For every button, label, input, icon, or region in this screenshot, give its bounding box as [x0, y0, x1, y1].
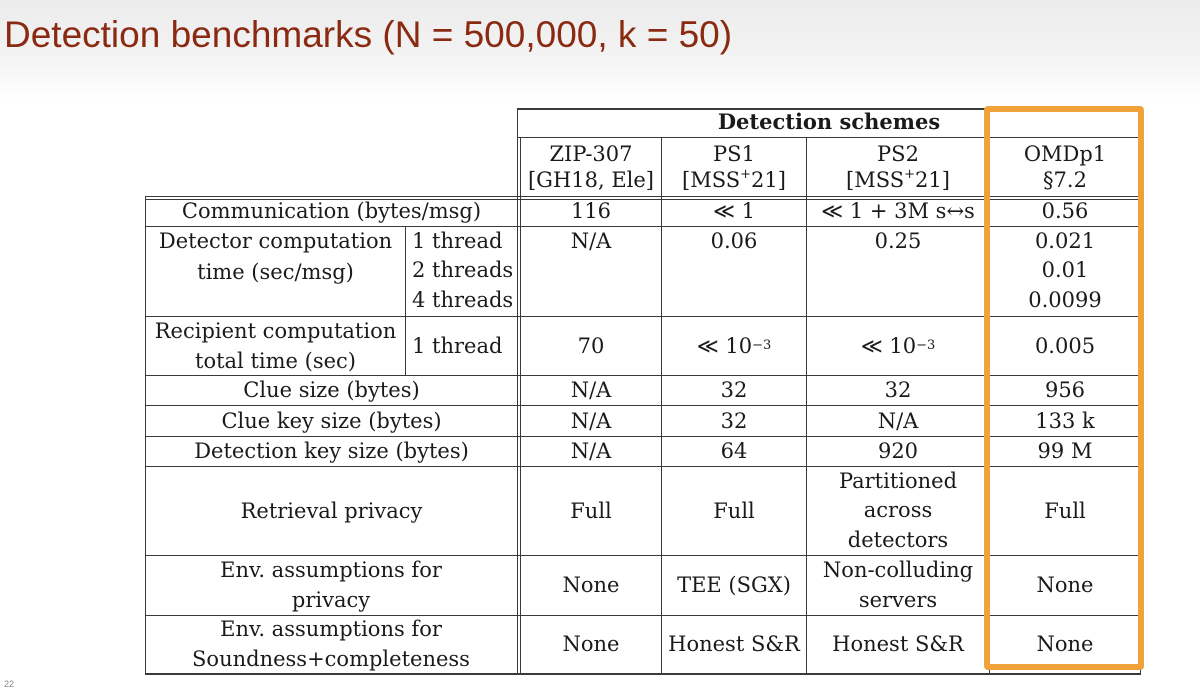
thread-2: 2 threads — [412, 258, 514, 283]
cell-detector-ps1: 0.06 — [710, 229, 758, 254]
cell-detector-omd-2: 0.01 — [1041, 258, 1089, 283]
cell-communication-omd: 0.56 — [1041, 199, 1089, 224]
cell-retrieval-ps1: Full — [713, 498, 755, 523]
cell-detector-omd-4: 0.0099 — [1028, 287, 1102, 312]
cell-clue-key-zip: N/A — [570, 408, 612, 433]
cell-env-privacy-ps2: Non-colluding servers — [822, 558, 974, 612]
cell-clue-key-ps1: 32 — [720, 408, 748, 433]
cell-detection-key-omd: 99 M — [1037, 439, 1093, 464]
col-header-zip307 — [521, 138, 661, 196]
cell-detection-key-ps2: 920 — [877, 439, 919, 464]
rule-col1-a — [517, 108, 518, 674]
row-label-env-soundness: Env. assumptions for Soundness+completeness — [192, 617, 470, 671]
cell-recipient-omd: 0.005 — [1034, 333, 1096, 358]
row-label-env-privacy: Env. assumptions for privacy — [220, 558, 442, 612]
cell-communication-zip: 116 — [570, 199, 612, 224]
cell-detector-omd-1: 0.021 — [1034, 229, 1096, 254]
cell-detector-zip: N/A — [570, 229, 612, 254]
cell-recipient-zip: 70 — [577, 333, 605, 358]
cell-recipient-ps2: ≪ 10 −3 — [860, 333, 936, 358]
cell-communication-ps1: ≪ 1 — [712, 199, 756, 224]
col-name-zip307: ZIP-307 — [549, 141, 633, 166]
row-label-detector: Detector computation time (sec/msg) — [158, 229, 393, 284]
cell-clue-size-ps2: 32 — [884, 378, 912, 403]
col-name-ps2: PS2 — [877, 141, 919, 166]
row-label-communication: Communication (bytes/msg) — [181, 199, 482, 224]
cell-detection-key-zip: N/A — [570, 439, 612, 464]
cell-env-soundness-zip: None — [562, 632, 620, 657]
row-label-retrieval: Retrieval privacy — [240, 498, 423, 523]
cell-clue-key-omd: 133 k — [1035, 408, 1095, 433]
cell-env-privacy-zip: None — [562, 573, 620, 598]
col-name-ps1: PS1 — [713, 141, 755, 166]
col-ref-ps1: [MSS+21] — [682, 167, 786, 192]
cell-clue-size-omd: 956 — [1044, 378, 1086, 403]
slide-number: 22 — [4, 679, 15, 689]
thread-1: 1 thread — [412, 229, 503, 254]
cell-clue-size-zip: N/A — [570, 378, 612, 403]
cell-env-soundness-ps1: Honest S&R — [668, 632, 800, 657]
row-label-clue-size: Clue size (bytes) — [243, 378, 420, 403]
omdp1-highlight-box — [984, 106, 1144, 670]
cell-env-soundness-omd: None — [1036, 632, 1094, 657]
cell-clue-key-ps2: N/A — [877, 408, 919, 433]
cell-env-privacy-omd: None — [1036, 573, 1094, 598]
cell-retrieval-zip: Full — [570, 498, 612, 523]
col-name-omdp1: OMDp1 — [1023, 141, 1107, 166]
cell-recipient-ps1: ≪ 10 −3 — [696, 333, 772, 358]
col-header-ps1 — [662, 138, 806, 196]
group-header: Detection schemes — [717, 109, 941, 135]
slide-title: Detection benchmarks (N = 500,000, k = 50) — [4, 14, 733, 55]
cell-env-privacy-ps1: TEE (SGX) — [677, 573, 791, 598]
row-label-detection-key: Detection key size (bytes) — [194, 439, 469, 464]
cell-detector-ps2: 0.25 — [874, 229, 922, 254]
cell-env-soundness-ps2: Honest S&R — [832, 632, 964, 657]
col-header-ps2 — [807, 138, 989, 196]
cell-retrieval-omd: Full — [1044, 498, 1086, 523]
cell-communication-ps2: ≪ 1 + 3M s↔s — [821, 199, 975, 224]
row-label-recipient: Recipient computation total time (sec) — [154, 318, 397, 373]
row-label-clue-key: Clue key size (bytes) — [221, 408, 442, 433]
col-ref-zip307: [GH18, Ele] — [527, 168, 655, 192]
thread-4: 4 threads — [412, 287, 514, 312]
cell-retrieval-ps2: Partitioned across detectors — [838, 468, 958, 552]
cell-clue-size-ps1: 32 — [720, 378, 748, 403]
recipient-thread: 1 thread — [412, 333, 503, 358]
col-ref-ps2: [MSS+21] — [846, 167, 950, 192]
col-ref-omdp1: §7.2 — [1043, 168, 1087, 192]
cell-detection-key-ps1: 64 — [720, 439, 748, 464]
